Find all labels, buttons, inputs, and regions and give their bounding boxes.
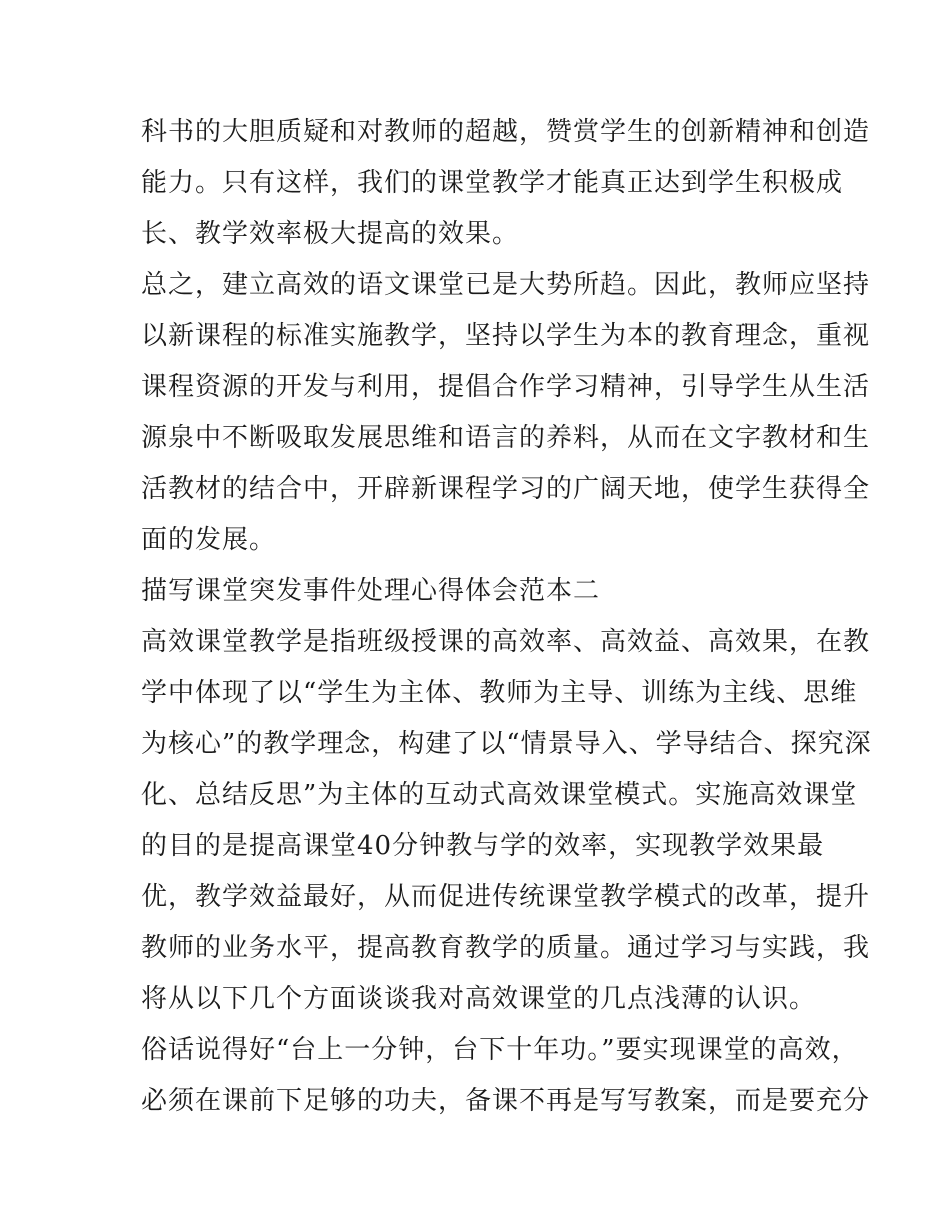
paragraph-line: 为核心”的教学理念，构建了以“情景导入、学导结合、探究深	[141, 729, 872, 759]
paragraph-line: 活教材的结合中，开辟新课程学习的广阔天地，使学生获得全	[141, 474, 871, 504]
paragraph-line: 课程资源的开发与利用，提倡合作学习精神，引导学生从生活	[141, 372, 871, 402]
paragraph-line: 将从以下几个方面谈谈我对高效课堂的几点浅薄的认识。	[141, 984, 817, 1014]
paragraph-line: 学中体现了以“学生为主体、教师为主导、训练为主线、思维	[141, 678, 858, 708]
paragraph-line: 科书的大胆质疑和对教师的超越，赞赏学生的创新精神和创造	[141, 117, 871, 147]
paragraph-line: 以新课程的标准实施教学，坚持以学生为本的教育理念，重视	[141, 321, 871, 351]
paragraph-line: 必须在课前下足够的功夫，备课不再是写写教案，而是要充分	[141, 1086, 871, 1116]
paragraph-line: 教师的业务水平，提高教育教学的质量。通过学习与实践，我	[141, 933, 871, 963]
paragraph-line: 优，教学效益最好，从而促进传统课堂教学模式的改革，提升	[141, 882, 871, 912]
paragraph-line: 源泉中不断吸取发展思维和语言的养料，从而在文字教材和生	[141, 423, 871, 453]
document-body	[141, 107, 872, 1127]
section-heading: 描写课堂突发事件处理心得体会范本二	[141, 576, 601, 606]
paragraph-line: 的目的是提高课堂40分钟教与学的效率，实现教学效果最	[141, 831, 825, 861]
paragraph-line: 总之，建立高效的语文课堂已是大势所趋。因此，教师应坚持	[141, 270, 871, 300]
paragraph-line: 高效课堂教学是指班级授课的高效率、高效益、高效果，在教	[141, 627, 871, 657]
paragraph-line: 化、总结反思”为主体的互动式高效课堂模式。实施高效课堂	[141, 780, 858, 810]
paragraph-line: 面的发展。	[141, 525, 277, 555]
paragraph-line: 能力。只有这样，我们的课堂教学才能真正达到学生积极成	[141, 168, 844, 198]
paragraph-line: 俗话说得好“台上一分钟，台下十年功。”要实现课堂的高效，	[141, 1035, 859, 1065]
paragraph-line: 长、教学效率极大提高的效果。	[141, 219, 520, 249]
